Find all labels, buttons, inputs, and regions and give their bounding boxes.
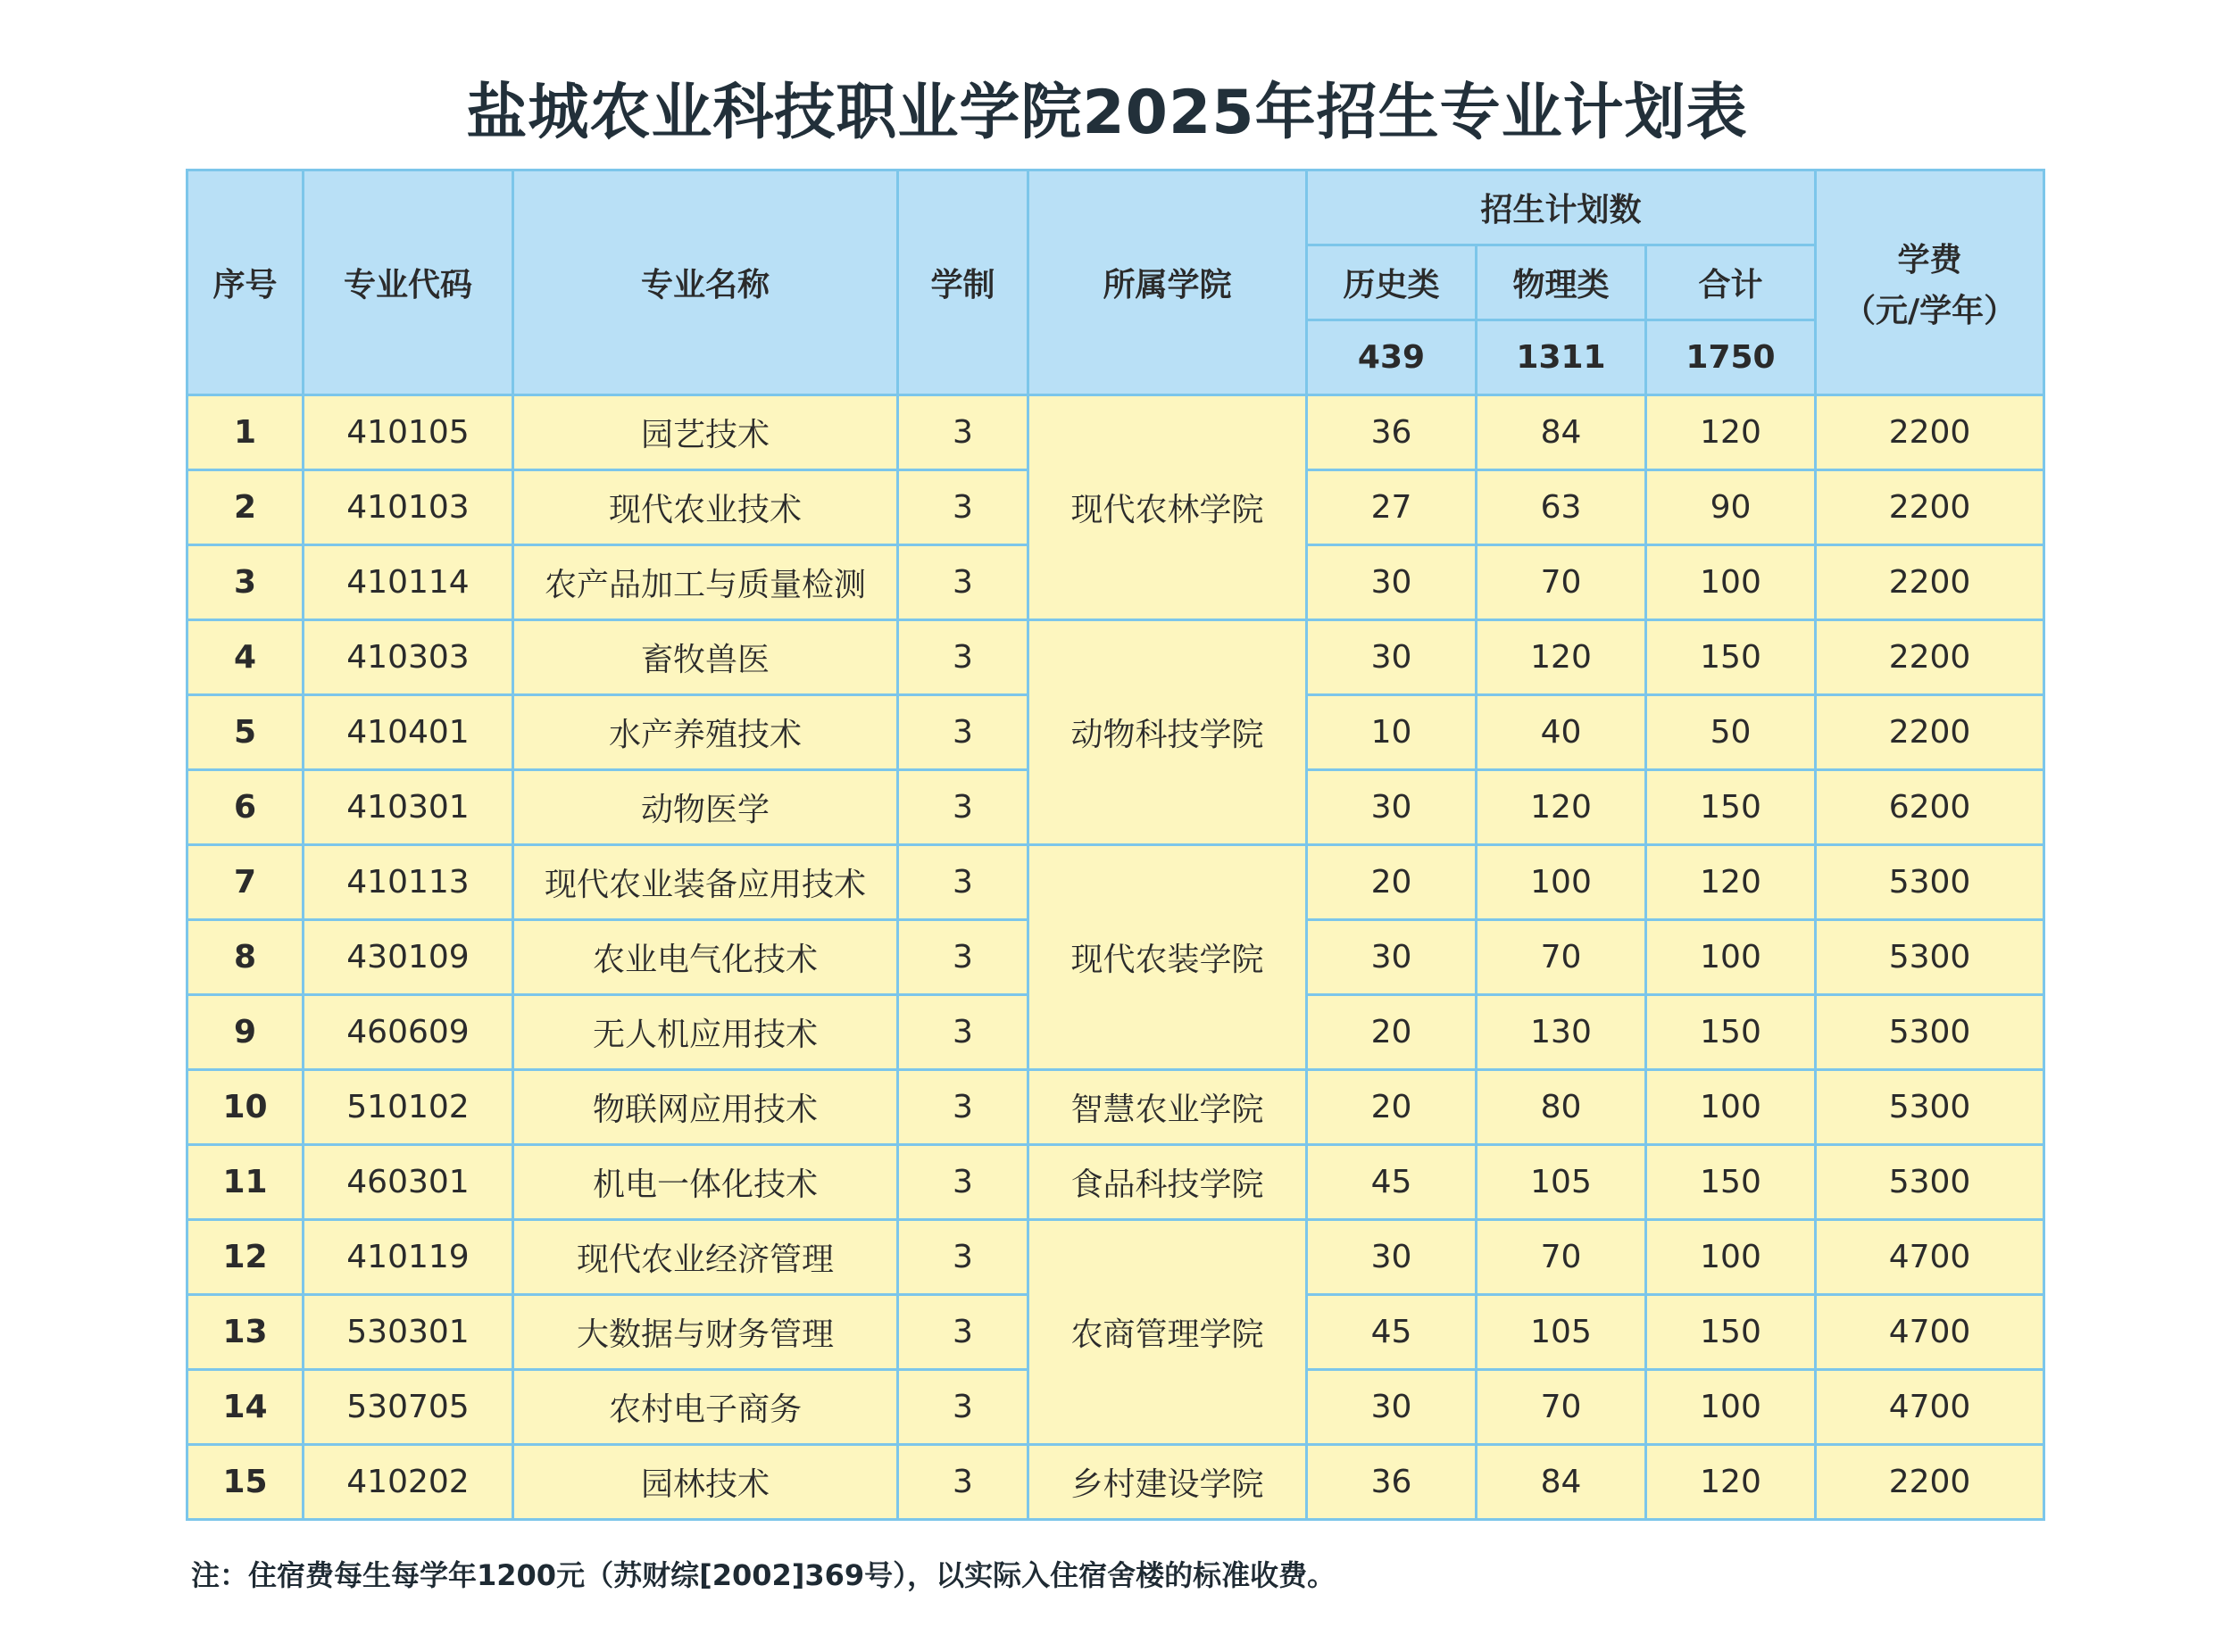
- row-name: 无人机应用技术: [513, 995, 898, 1070]
- row-fee: 2200: [1816, 470, 2044, 545]
- row-code: 460301: [304, 1145, 513, 1220]
- college-cell: 现代农林学院: [1028, 395, 1307, 620]
- row-history: 30: [1307, 920, 1477, 995]
- row-code: 410303: [304, 620, 513, 695]
- row-fee: 2200: [1816, 545, 2044, 620]
- row-name: 现代农业经济管理: [513, 1220, 898, 1295]
- row-total: 150: [1646, 995, 1816, 1070]
- row-name: 农产品加工与质量检测: [513, 545, 898, 620]
- row-fee: 6200: [1816, 770, 2044, 845]
- row-history: 20: [1307, 1070, 1477, 1145]
- row-name: 农村电子商务: [513, 1370, 898, 1445]
- row-physics: 120: [1477, 770, 1646, 845]
- header-fee: [1816, 170, 2044, 395]
- row-code: 460609: [304, 995, 513, 1070]
- row-no: 1: [187, 395, 304, 470]
- table-row: [187, 620, 2044, 695]
- row-history: 20: [1307, 845, 1477, 920]
- header-fee-unit: （元/学年）: [1843, 292, 2017, 329]
- header-plan: 招生计划数: [1307, 170, 1816, 245]
- row-total: 120: [1646, 1445, 1816, 1520]
- row-years: 3: [898, 845, 1028, 920]
- row-physics: 100: [1477, 845, 1646, 920]
- row-code: 510102: [304, 1070, 513, 1145]
- row-no: 7: [187, 845, 304, 920]
- header-total: 合计: [1646, 245, 1816, 320]
- college-cell: 动物科技学院: [1028, 620, 1307, 845]
- row-code: 410114: [304, 545, 513, 620]
- enrollment-plan-table: [186, 169, 2045, 1521]
- row-no: 3: [187, 545, 304, 620]
- row-no: 14: [187, 1370, 304, 1445]
- row-physics: 84: [1477, 395, 1646, 470]
- row-history: 30: [1307, 770, 1477, 845]
- page-title: 盐城农业科技职业学院2025年招生专业计划表: [466, 78, 1748, 148]
- row-fee: 5300: [1816, 1145, 2044, 1220]
- row-fee: 2200: [1816, 1445, 2044, 1520]
- row-years: 3: [898, 1445, 1028, 1520]
- row-name: 现代农业技术: [513, 470, 898, 545]
- row-physics: 105: [1477, 1145, 1646, 1220]
- row-fee: 5300: [1816, 995, 2044, 1070]
- row-total: 120: [1646, 845, 1816, 920]
- row-code: 430109: [304, 920, 513, 995]
- header-no: 序号: [187, 170, 304, 395]
- row-no: 9: [187, 995, 304, 1070]
- row-history: 30: [1307, 620, 1477, 695]
- row-years: 3: [898, 995, 1028, 1070]
- row-years: 3: [898, 1370, 1028, 1445]
- header-name: 专业名称: [513, 170, 898, 395]
- row-no: 2: [187, 470, 304, 545]
- row-years: 3: [898, 620, 1028, 695]
- row-years: 3: [898, 395, 1028, 470]
- row-fee: 4700: [1816, 1220, 2044, 1295]
- row-history: 27: [1307, 470, 1477, 545]
- row-fee: 2200: [1816, 620, 2044, 695]
- row-code: 410105: [304, 395, 513, 470]
- total-all: 1750: [1646, 320, 1816, 395]
- row-physics: 63: [1477, 470, 1646, 545]
- row-physics: 84: [1477, 1445, 1646, 1520]
- table-row: [187, 1145, 2044, 1220]
- row-fee: 2200: [1816, 395, 2044, 470]
- college-cell: 食品科技学院: [1028, 1145, 1307, 1220]
- row-years: 3: [898, 1070, 1028, 1145]
- row-years: 3: [898, 695, 1028, 770]
- header-physics: 物理类: [1477, 245, 1646, 320]
- table-row: [187, 1220, 2044, 1295]
- row-history: 30: [1307, 1370, 1477, 1445]
- header-fee-label: 学费: [1897, 241, 1962, 278]
- row-total: 90: [1646, 470, 1816, 545]
- row-total: 100: [1646, 1070, 1816, 1145]
- row-total: 150: [1646, 1145, 1816, 1220]
- row-years: 3: [898, 545, 1028, 620]
- row-history: 30: [1307, 1220, 1477, 1295]
- row-no: 13: [187, 1295, 304, 1370]
- row-history: 45: [1307, 1145, 1477, 1220]
- row-physics: 130: [1477, 995, 1646, 1070]
- row-fee: 4700: [1816, 1295, 2044, 1370]
- row-code: 410202: [304, 1445, 513, 1520]
- table-row: [187, 1445, 2044, 1520]
- row-code: 410119: [304, 1220, 513, 1295]
- row-total: 120: [1646, 395, 1816, 470]
- row-years: 3: [898, 1220, 1028, 1295]
- row-years: 3: [898, 1145, 1028, 1220]
- row-history: 36: [1307, 1445, 1477, 1520]
- row-code: 410401: [304, 695, 513, 770]
- row-physics: 105: [1477, 1295, 1646, 1370]
- row-code: 410113: [304, 845, 513, 920]
- row-name: 现代农业装备应用技术: [513, 845, 898, 920]
- row-name: 大数据与财务管理: [513, 1295, 898, 1370]
- row-total: 150: [1646, 1295, 1816, 1370]
- row-name: 畜牧兽医: [513, 620, 898, 695]
- college-cell: 乡村建设学院: [1028, 1445, 1307, 1520]
- row-no: 10: [187, 1070, 304, 1145]
- row-name: 物联网应用技术: [513, 1070, 898, 1145]
- college-cell: 农商管理学院: [1028, 1220, 1307, 1445]
- row-code: 530301: [304, 1295, 513, 1370]
- row-history: 36: [1307, 395, 1477, 470]
- row-name: 园艺技术: [513, 395, 898, 470]
- row-total: 100: [1646, 920, 1816, 995]
- footnote: 注：住宿费每生每学年1200元（苏财综[2002]369号），以实际入住宿舍楼的标准收费。: [191, 1558, 1336, 1592]
- row-years: 3: [898, 770, 1028, 845]
- row-physics: 70: [1477, 545, 1646, 620]
- header-college: 所属学院: [1028, 170, 1307, 395]
- row-no: 4: [187, 620, 304, 695]
- row-no: 5: [187, 695, 304, 770]
- table-row: [187, 1070, 2044, 1145]
- row-total: 150: [1646, 770, 1816, 845]
- row-no: 8: [187, 920, 304, 995]
- row-name: 机电一体化技术: [513, 1145, 898, 1220]
- row-fee: 5300: [1816, 1070, 2044, 1145]
- row-history: 30: [1307, 545, 1477, 620]
- row-history: 10: [1307, 695, 1477, 770]
- row-fee: 2200: [1816, 695, 2044, 770]
- row-fee: 5300: [1816, 920, 2044, 995]
- row-code: 410301: [304, 770, 513, 845]
- header-history: 历史类: [1307, 245, 1477, 320]
- row-name: 动物医学: [513, 770, 898, 845]
- row-no: 6: [187, 770, 304, 845]
- row-years: 3: [898, 1295, 1028, 1370]
- row-physics: 80: [1477, 1070, 1646, 1145]
- row-no: 15: [187, 1445, 304, 1520]
- total-history: 439: [1307, 320, 1477, 395]
- table-row: [187, 395, 2044, 470]
- row-total: 150: [1646, 620, 1816, 695]
- row-total: 100: [1646, 1220, 1816, 1295]
- row-name: 水产养殖技术: [513, 695, 898, 770]
- row-no: 11: [187, 1145, 304, 1220]
- header-code: 专业代码: [304, 170, 513, 395]
- row-years: 3: [898, 920, 1028, 995]
- row-total: 50: [1646, 695, 1816, 770]
- header-years: 学制: [898, 170, 1028, 395]
- row-name: 农业电气化技术: [513, 920, 898, 995]
- row-physics: 40: [1477, 695, 1646, 770]
- row-total: 100: [1646, 545, 1816, 620]
- table-row: [187, 845, 2044, 920]
- row-years: 3: [898, 470, 1028, 545]
- row-no: 12: [187, 1220, 304, 1295]
- row-total: 100: [1646, 1370, 1816, 1445]
- row-code: 410103: [304, 470, 513, 545]
- row-name: 园林技术: [513, 1445, 898, 1520]
- row-code: 530705: [304, 1370, 513, 1445]
- college-cell: 智慧农业学院: [1028, 1070, 1307, 1145]
- row-physics: 70: [1477, 1370, 1646, 1445]
- row-history: 20: [1307, 995, 1477, 1070]
- college-cell: 现代农装学院: [1028, 845, 1307, 1070]
- row-fee: 5300: [1816, 845, 2044, 920]
- total-physics: 1311: [1477, 320, 1646, 395]
- row-physics: 70: [1477, 920, 1646, 995]
- row-physics: 70: [1477, 1220, 1646, 1295]
- row-physics: 120: [1477, 620, 1646, 695]
- row-history: 45: [1307, 1295, 1477, 1370]
- row-fee: 4700: [1816, 1370, 2044, 1445]
